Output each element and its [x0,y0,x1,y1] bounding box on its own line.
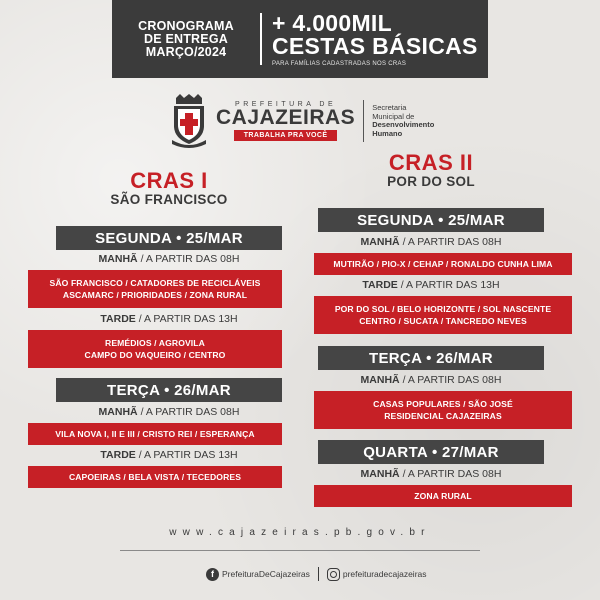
location-line: RESIDENCIAL CAJAZEIRAS [384,411,502,421]
location-line: SÃO FRANCISCO / CATADORES DE RECICLÁVEIS [49,278,261,288]
cras2-day3-manha-locations [314,485,572,507]
logo-slogan: TRABALHA PRA VOCÊ [234,130,338,141]
cras2-day1-header: SEGUNDA • 25/MAR [318,208,544,232]
shift-time: / A PARTIR DAS 08H [140,406,240,418]
cras1-day2-tarde-locations [28,466,282,488]
secretaria-line1: Secretaria [372,103,407,112]
cras2-name: CRAS II [388,150,474,175]
location-line: REMÉDIOS / AGROVILA [105,338,205,348]
location-line: CASAS POPULARES / SÃO JOSÉ [373,399,513,409]
location-line: CAMPO DO VAQUEIRO / CENTRO [84,350,226,360]
banner-subtitle: PARA FAMÍLIAS CADASTRADAS NOS CRAS [272,60,407,67]
cras2-day1-manha-locations [314,253,572,275]
cras2-day2-header: TERÇA • 26/MAR [318,346,544,370]
social-separator [318,567,319,581]
instagram-icon [327,568,340,581]
cras2-day2-manha-locations [314,391,572,429]
location-line: ASCAMARC / PRIORIDADES / ZONA RURAL [62,290,248,300]
shift-label: MANHÃ [98,253,138,265]
cras2-day1-tarde-locations [314,296,572,334]
cras1-day2-manha-locations [28,423,282,445]
logo-divider [363,100,364,142]
secretaria-label [372,104,434,138]
cras2-subtitle: POR DO SOL [387,174,475,189]
shift-label: MANHÃ [360,236,400,248]
shift-label: MANHÃ [360,468,400,480]
logo-prefeitura-label: PREFEITURA DE [235,101,337,108]
cras2-day3-manha [318,467,544,481]
secretaria-line3: Desenvolvimento [372,120,435,129]
website-link[interactable]: www.cajazeiras.pb.gov.br [169,527,431,538]
shift-label: TARDE [362,279,398,291]
cras1-day2-manha [56,405,282,419]
location-line: CAPOEIRAS / BELA VISTA / TECEDORES [68,472,242,482]
cras1-title [56,170,282,207]
cras1-day1-manha [56,252,282,266]
cras2-title [318,152,544,189]
prefeitura-logo [170,92,440,150]
banner-left-line3: MARÇO/2024 [145,44,227,59]
location-line: POR DO SOL / BELO HORIZONTE / SOL NASCENTE [334,304,552,314]
cras1-subtitle: SÃO FRANCISCO [110,192,228,207]
banner-headline-2: CESTAS BÁSICAS [272,32,478,59]
banner-left-line2: DE ENTREGA [144,31,228,46]
cras1-day1-tarde-locations [28,330,282,368]
shift-time: / A PARTIR DAS 08H [402,236,502,248]
cras2-day1-manha [318,235,544,249]
location-line: CENTRO / SUCATA / TANCREDO NEVES [359,316,527,326]
cras2-day3-header: QUARTA • 27/MAR [318,440,544,464]
cras2-day2-manha [318,373,544,387]
cras1-day1-manha-locations [28,270,282,308]
shift-label: TARDE [100,449,136,461]
cras1-name: CRAS I [130,168,208,193]
secretaria-line4: Humano [372,128,403,138]
shift-time: / A PARTIR DAS 08H [402,468,502,480]
cras1-day2-header: TERÇA • 26/MAR [56,378,282,402]
top-banner [112,0,488,78]
social-links [206,566,427,582]
facebook-icon: f [206,568,219,581]
banner-headline-1: + 4.000MIL [272,9,392,36]
shift-time: / A PARTIR DAS 13H [138,313,238,325]
instagram-handle[interactable]: prefeituradecajazeiras [342,569,427,579]
location-line: VILA NOVA I, II E III / CRISTO REI / ESPERANÇA [55,429,255,439]
banner-schedule-title [112,0,260,78]
secretaria-line2: Municipal de [372,111,415,121]
shift-time: / A PARTIR DAS 08H [140,253,240,265]
location-line: MUTIRÃO / PIO-X / CEHAP / RONALDO CUNHA LIMA [333,259,553,269]
shift-time: / A PARTIR DAS 13H [400,279,500,291]
cras1-day1-header: SEGUNDA • 25/MAR [56,226,282,250]
city-crest-icon [170,94,208,148]
cras1-day1-tarde [56,312,282,326]
banner-left-line1: CRONOGRAMA [138,18,234,33]
shift-label: TARDE [100,313,136,325]
location-line: ZONA RURAL [414,491,472,501]
banner-headline-block [262,9,488,67]
shift-time: / A PARTIR DAS 13H [138,449,238,461]
cras2-day1-tarde [318,278,544,292]
logo-city-name: CAJAZEIRAS [216,106,356,129]
facebook-handle[interactable]: PrefeituraDeCajazeiras [222,569,310,579]
shift-label: MANHÃ [98,406,138,418]
shift-time: / A PARTIR DAS 08H [402,374,502,386]
cras1-day2-tarde [56,448,282,462]
shift-label: MANHÃ [360,374,400,386]
logo-text-block [216,101,355,141]
footer-divider [120,550,480,551]
